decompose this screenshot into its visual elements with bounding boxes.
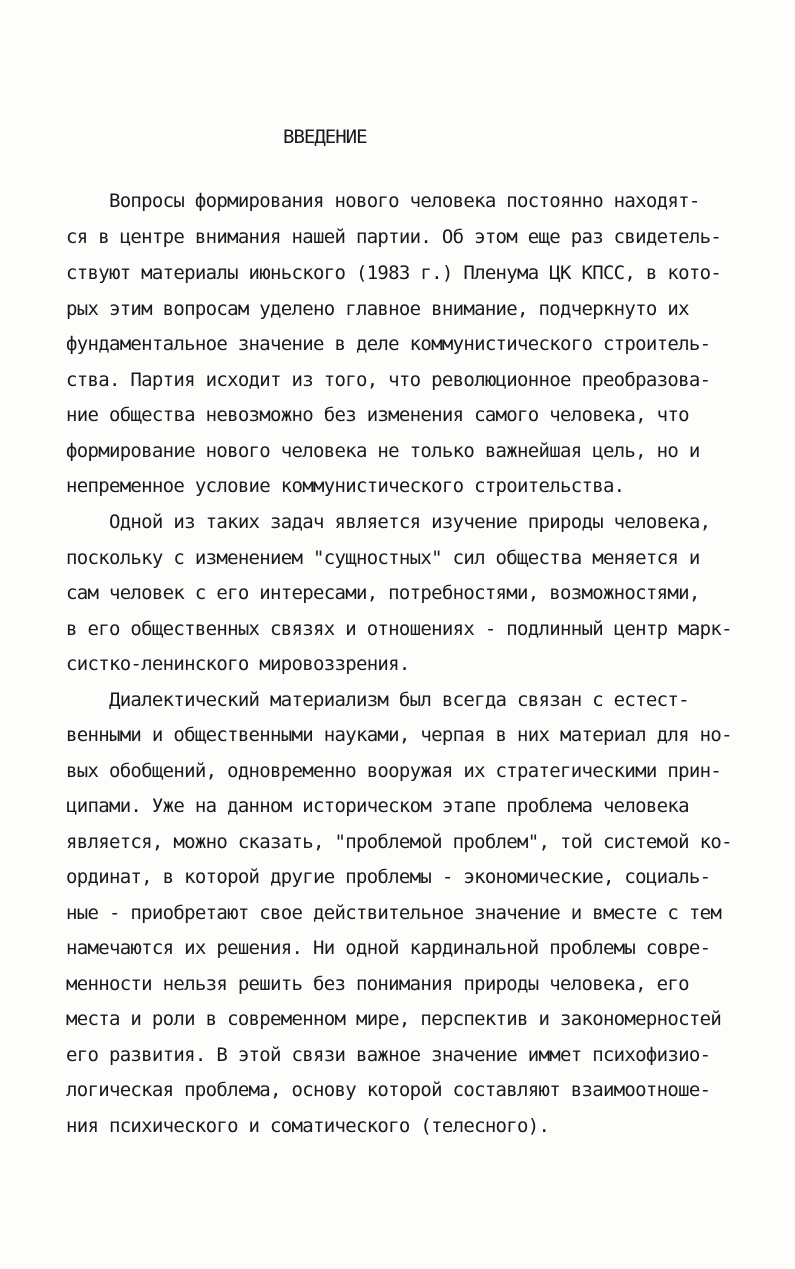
text-line: ципами. Уже на данном историческом этапе проблема человека — [66, 795, 689, 817]
text-line: систко-ленинского мировоззрения. — [66, 653, 410, 675]
text-line: непременное условие коммунистического строительства. — [66, 475, 625, 497]
page-title: ВВЕДЕНИЕ — [283, 126, 367, 148]
text-line: его развития. В этой связи важное значение иммет психофизио- — [66, 1044, 711, 1066]
text-line: Одной из таких задач является изучение природы человека, — [66, 511, 711, 533]
text-line: формирование нового человека не только важнейшая цель, но и — [66, 440, 700, 462]
text-line: поскольку с изменением "сущностных" сил общества меняется и — [66, 547, 700, 569]
text-line: вых обобщений, одновременно вооружая их стратегическими прин- — [66, 760, 722, 782]
text-line: в его общественных связях и отношениях - подлинный центр марк- — [66, 618, 732, 640]
text-line: ся в центре внимания нашей партии. Об этом еще раз свидетель- — [66, 226, 722, 248]
text-line: венными и общественными науками, черпая в них материал для но- — [66, 724, 732, 746]
text-line: сам человек с его интересами, потребностями, возможностями, — [66, 582, 700, 604]
text-line: Вопросы формирования нового человека постоянно находят- — [66, 190, 700, 212]
text-line: намечаются их решения. Ни одной кардинальной проблемы совре- — [66, 937, 711, 959]
text-line: ства. Партия исходит из того, что революционное преобразова- — [66, 369, 711, 391]
text-line: места и роли в современном мире, перспектив и закономерностей — [66, 1008, 722, 1030]
text-line: является, можно сказать, "проблемой проблем", той системой ко- — [66, 831, 732, 853]
text-line: логическая проблема, основу которой составляют взаимоотноше- — [66, 1079, 711, 1101]
text-line: ординат, в которой другие проблемы - экономические, социаль- — [66, 866, 711, 888]
text-line: рых этим вопросам уделено главное внимание, подчеркнуто их — [66, 298, 689, 320]
text-line: ные - приобретают свое действительное значение и вместе с тем — [66, 902, 722, 924]
text-line: менности нельзя решить без понимания природы человека, его — [66, 973, 689, 995]
text-line: Диалектический материализм был всегда связан с естест- — [66, 689, 689, 711]
text-line: ния психического и соматического (телесного). — [66, 1115, 550, 1137]
text-line: фундаментальное значение в деле коммунистического строитель- — [66, 333, 711, 355]
text-line: ствуют материалы июньского (1983 г.) Пленума ЦК КПСС, в кото- — [66, 262, 722, 284]
text-line: ние общества невозможно без изменения самого человека, что — [66, 404, 689, 426]
